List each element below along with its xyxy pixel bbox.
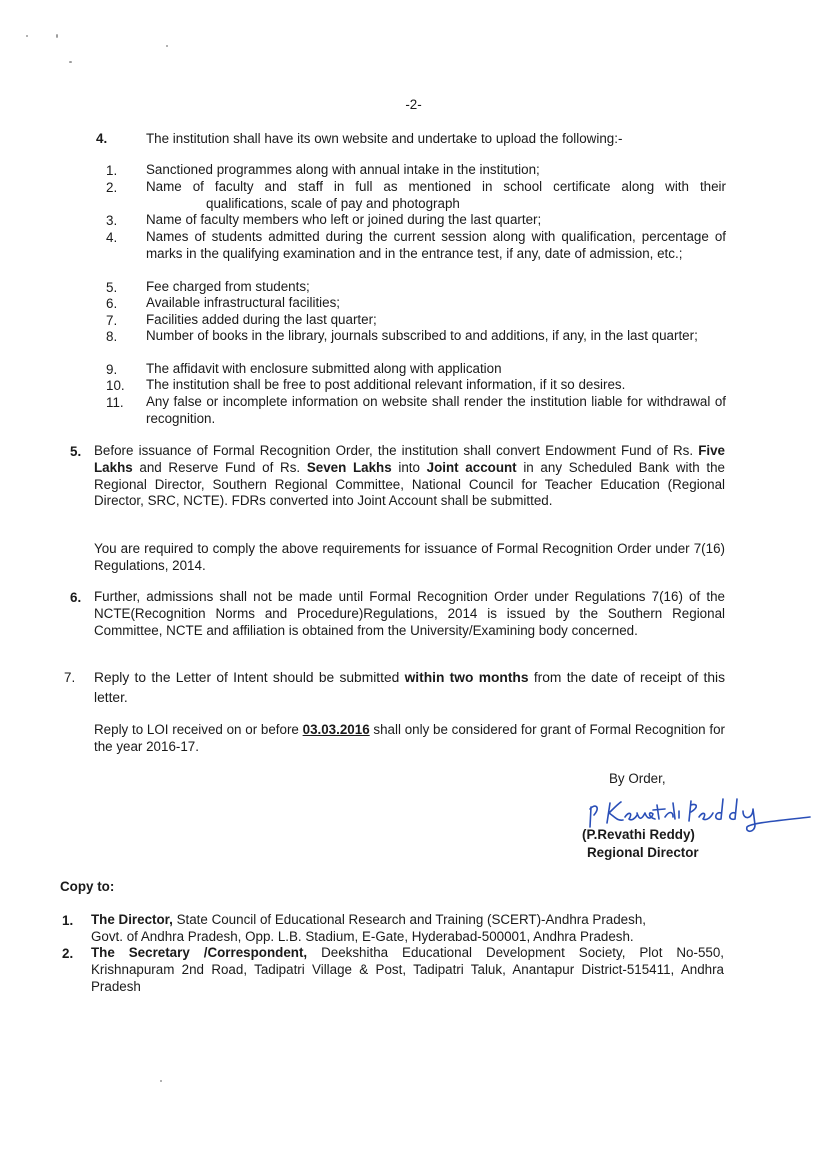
section-number: 4. (96, 131, 108, 146)
list-item-number: 10. (106, 378, 125, 393)
amount-seven-lakhs: Seven Lakhs (306, 459, 392, 475)
scan-speck (26, 35, 28, 37)
list-item-number: 5. (106, 280, 118, 295)
list-item-number: 4. (106, 230, 118, 245)
signatory-name: (P.Revathi Reddy) (582, 827, 695, 842)
section-number: 6. (70, 590, 82, 605)
list-item-number: 11. (106, 395, 124, 410)
list-item: Any false or incomplete information on website shall render the institution liable for withdrawal of recognition. (146, 394, 726, 426)
list-item: Names of students admitted during the current session along with qualification, percentage of marks in the qualifying examination and in the entrance test, if any, date of admission, etc.; (146, 229, 726, 261)
scan-speck (56, 34, 58, 38)
list-item-number: 6. (106, 296, 118, 311)
compliance-note: You are required to comply the above requirements for issuance of Formal Recognition Order under 7(16) Regulations, 2014. (94, 541, 725, 573)
list-item-number: 3. (106, 213, 118, 228)
list-item-number: 8. (106, 329, 118, 344)
list-item: Available infrastructural facilities; (146, 295, 341, 310)
amount-five-lakhs: Five Lakhs (94, 443, 725, 475)
list-item-number: 1. (106, 163, 118, 178)
section-paragraph: Before issuance of Formal Recognition Order, the institution shall convert Endowment Fund of Rs. Five Lakhs and Reserve Fund of Rs. Seven Lakhs into Joint account in any Scheduled Bank with the Regional Director, Southern Regional Committee, National Council for Teacher Education (Regional Director, SRC, NCTE). FDRs converted into Joint Account shall be submitted. (94, 443, 726, 509)
copy-item-number: 1. (62, 913, 74, 928)
copy-item-number: 2. (62, 946, 74, 961)
section-number: 5. (70, 444, 82, 459)
list-item: Facilities added during the last quarter; (146, 312, 377, 327)
loi-deadline-note: Reply to LOI received on or before 03.03.2016 shall only be considered for grant of Formal Recognition for the year 2016-17. (94, 722, 725, 754)
page-number: -2- (405, 97, 422, 112)
scan-speck (160, 1080, 162, 1082)
deadline-date: 03.03.2016 (302, 722, 370, 737)
joint-account-term: Joint account (426, 459, 517, 475)
list-item: Sanctioned programmes along with annual intake in the institution; (146, 162, 540, 177)
copy-to-heading: Copy to: (60, 879, 115, 894)
scan-speck (69, 61, 72, 63)
copy-recipient: The Secretary /Correspondent, Deekshitha Educational Development Society, Plot No-550, Krishnapuram 2nd Road, Tadipatri Village & Post, Tadipatri Taluk, Anantapur District-515411, Andhra Pradesh (91, 945, 725, 994)
list-item-number: 2. (106, 180, 118, 195)
section-heading: The institution shall have its own website and undertake to upload the following:- (146, 131, 623, 146)
scan-speck (166, 45, 168, 47)
list-item-continuation: qualifications, scale of pay and photograph (206, 196, 460, 211)
list-item-number: 7. (106, 313, 118, 328)
list-item: Number of books in the library, journals subscribed to and additions, if any, in the last quarter; (146, 328, 698, 343)
list-item: The affidavit with enclosure submitted along with application (146, 361, 502, 376)
signatory-designation: Regional Director (587, 845, 699, 860)
list-item: Name of faculty members who left or joined during the last quarter; (146, 212, 542, 227)
copy-recipient: The Director, State Council of Educational Research and Training (SCERT)-Andhra Pradesh, Govt. of Andhra Pradesh, Opp. L.B. Stadium, E-Gate, Hyderabad-500001, Andhra Pradesh. (91, 912, 646, 944)
section-paragraph: Further, admissions shall not be made until Formal Recognition Order under Regulations 7(16) of the NCTE(Recognition Norms and Procedure)Regulations, 2014 is issued by the Southern Regional Committee, NCTE and affiliation is obtained from the University/Examining body concerned. (94, 589, 725, 638)
list-item: The institution shall be free to post additional relevant information, if it so desires. (146, 377, 626, 392)
list-item-number: 9. (106, 362, 118, 377)
by-order-label: By Order, (609, 771, 666, 786)
section-number: 7. (64, 670, 76, 685)
list-item: Fee charged from students; (146, 279, 310, 294)
section-paragraph: Reply to the Letter of Intent should be submitted within two months from the date of receipt of this letter. (94, 670, 725, 705)
list-item: Name of faculty and staff in full as mentioned in school certificate along with their (146, 179, 726, 194)
deadline-term: within two months (404, 670, 529, 685)
